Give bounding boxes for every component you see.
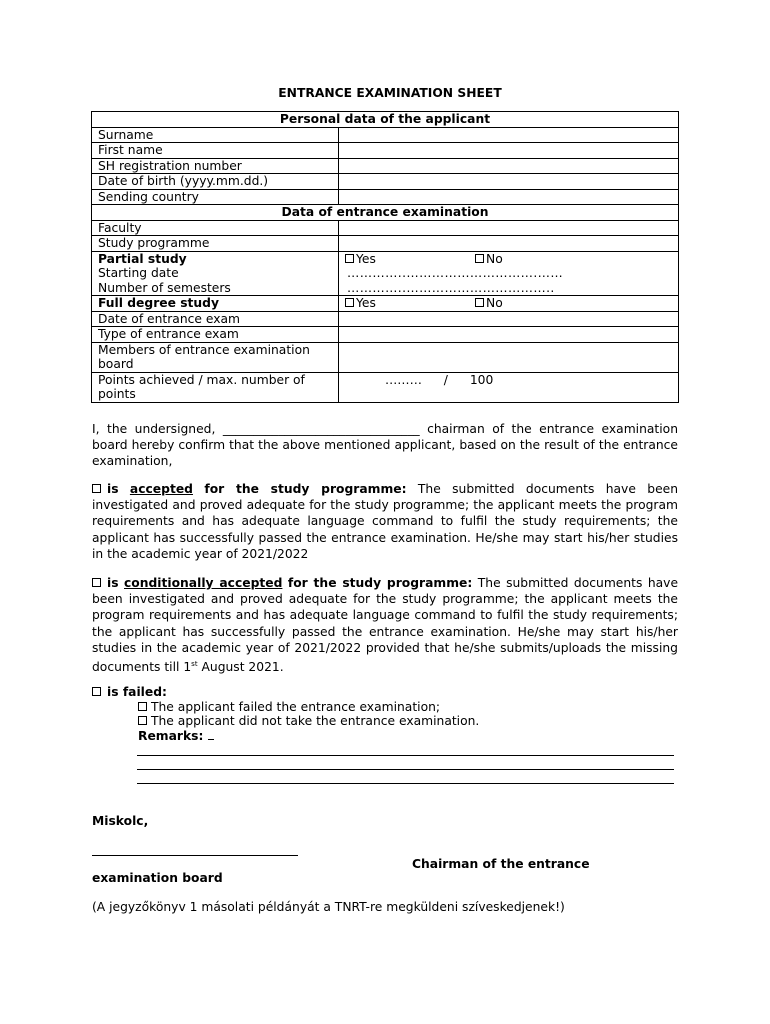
conditional-checkbox-icon[interactable]	[92, 578, 101, 587]
field-value-points[interactable]	[339, 372, 679, 402]
field-value-faculty[interactable]	[339, 220, 679, 236]
field-value-surname[interactable]	[339, 127, 679, 143]
conditional-text: The submitted documents have been investigated and proved adequate for the study programme; the applicant meets the program requirements and has adequate language command to fulfil the study requirements; the applicant has successfully passed the entrance examination. He/she may start his/her studies in the academic year of 2021/2022 provided that he/she submits/uploads the missing documents till 1	[92, 576, 679, 675]
remarks-start-line	[208, 739, 214, 740]
checkbox-icon[interactable]	[475, 298, 484, 307]
remarks-label: Remarks:	[138, 728, 208, 743]
field-value-first-name[interactable]	[339, 143, 679, 159]
document-title: ENTRANCE EXAMINATION SHEET	[278, 86, 502, 100]
field-value-partial-study	[339, 251, 679, 296]
failed-checkbox-icon[interactable]	[92, 687, 101, 696]
field-label-points: Points achieved / max. number of points	[92, 372, 339, 402]
number-of-semesters-label: Number of semesters	[98, 280, 231, 295]
full-degree-yes-option[interactable]	[345, 296, 376, 311]
no-label: No	[486, 296, 503, 310]
checkbox-icon[interactable]	[138, 716, 147, 725]
yes-label: Yes	[356, 251, 376, 266]
field-label-date-of-birth: Date of birth (yyyy.mm.dd.)	[92, 174, 339, 190]
applicant-data-table	[91, 111, 679, 403]
table-row	[92, 189, 679, 205]
table-row	[92, 158, 679, 174]
field-value-full-degree	[339, 296, 679, 312]
conditional-is: is	[107, 576, 119, 590]
no-label: No	[486, 251, 503, 266]
conditional-end: August 2021.	[197, 660, 284, 675]
table-row	[92, 327, 679, 343]
field-value-board-members[interactable]	[339, 342, 679, 372]
points-value: ……… / 100	[385, 372, 494, 387]
table-row	[92, 296, 679, 312]
table-row	[92, 205, 679, 221]
full-degree-choices	[345, 296, 678, 311]
partial-study-choices	[345, 252, 678, 267]
remarks-line-3[interactable]	[137, 783, 674, 784]
field-value-exam-type[interactable]	[339, 327, 679, 343]
field-label-board-members: Members of entrance examination board	[92, 342, 339, 372]
remarks-line-2[interactable]	[137, 769, 674, 770]
field-label-partial-study	[92, 251, 339, 296]
field-value-study-programme[interactable]	[339, 236, 679, 252]
remarks-line-1[interactable]	[137, 755, 674, 756]
accepted-for: for the study programme:	[204, 482, 407, 496]
table-row	[92, 372, 679, 402]
conditional-for: for the study programme:	[287, 576, 473, 590]
checkbox-icon[interactable]	[138, 702, 147, 711]
table-row	[92, 143, 679, 159]
failed-item-2-label: The applicant did not take the entrance examination.	[151, 714, 480, 728]
field-value-sending-country[interactable]	[339, 189, 679, 205]
partial-yes-option[interactable]	[345, 252, 376, 267]
intro-text-2: chairman of the entrance examination board hereby confirm that the above mentioned applicant, based on the result of the entrance examination,	[92, 422, 678, 469]
accepted-option	[92, 481, 678, 562]
chairman-name-blank[interactable]: ________________________________	[222, 422, 420, 436]
field-label-sh-registration: SH registration number	[92, 158, 339, 174]
intro-text-1: I, the undersigned,	[92, 422, 223, 436]
field-label-surname: Surname	[92, 127, 339, 143]
checkbox-icon[interactable]	[345, 254, 354, 263]
remarks-row	[92, 729, 678, 744]
failed-title: is failed:	[107, 685, 167, 699]
field-label-exam-date: Date of entrance exam	[92, 311, 339, 327]
table-row	[92, 311, 679, 327]
table-row	[92, 112, 679, 128]
footer-note: (A jegyzőkönyv 1 másolati példányát a TNRT-re megküldeni szíveskedjenek!)	[92, 900, 565, 914]
table-row	[92, 220, 679, 236]
partial-no-option[interactable]	[475, 252, 503, 267]
field-label-first-name: First name	[92, 143, 339, 159]
field-value-sh-registration[interactable]	[339, 158, 679, 174]
checkbox-icon[interactable]	[345, 298, 354, 307]
accepted-status: accepted	[129, 482, 193, 496]
starting-date-field[interactable]: …………..………………………….……	[347, 266, 564, 280]
failed-option	[92, 685, 678, 743]
failed-title-row	[92, 685, 678, 700]
field-label-faculty: Faculty	[92, 220, 339, 236]
chairman-title-line-1: Chairman of the entrance	[412, 857, 590, 871]
table-row	[92, 174, 679, 190]
failed-item-1-label: The applicant failed the entrance examination;	[151, 699, 441, 714]
chairman-title-line-2: examination board	[92, 871, 223, 885]
partial-study-label: Partial study	[98, 251, 187, 266]
failed-item-2	[92, 714, 678, 729]
field-label-exam-type: Type of entrance exam	[92, 327, 339, 343]
section-header-exam: Data of entrance examination	[92, 205, 679, 221]
number-of-semesters-field[interactable]: …………..……………………………..	[347, 280, 555, 295]
accepted-is: is	[107, 482, 119, 496]
table-row	[92, 127, 679, 143]
field-label-full-degree: Full degree study	[92, 296, 339, 312]
yes-label: Yes	[356, 296, 376, 310]
conditional-sup: st	[191, 660, 198, 669]
starting-date-label: Starting date	[98, 266, 179, 280]
conditional-status: conditionally accepted	[124, 576, 283, 590]
conditionally-accepted-option	[92, 575, 678, 675]
field-value-date-of-birth[interactable]	[339, 174, 679, 190]
table-row	[92, 251, 679, 296]
accepted-checkbox-icon[interactable]	[92, 484, 101, 493]
full-degree-no-option[interactable]	[475, 296, 503, 311]
checkbox-icon[interactable]	[475, 254, 484, 263]
table-row	[92, 342, 679, 372]
field-label-sending-country: Sending country	[92, 189, 339, 205]
section-header-personal: Personal data of the applicant	[92, 112, 679, 128]
signature-place: Miskolc,	[92, 814, 149, 828]
failed-item-1	[92, 700, 678, 715]
accepted-text: The submitted documents have been investigated and proved adequate for the study programme; the applicant meets the program requirements and has adequate language command to fulfil the study requirements; the applicant has successfully passed the entrance examination. He/she may start his/her studies in the academic year of 2021/2022	[92, 482, 678, 561]
field-label-study-programme: Study programme	[92, 236, 339, 252]
table-row	[92, 236, 679, 252]
field-value-exam-date[interactable]	[339, 311, 679, 327]
signature-line[interactable]	[92, 855, 298, 856]
confirmation-paragraph	[92, 421, 678, 470]
